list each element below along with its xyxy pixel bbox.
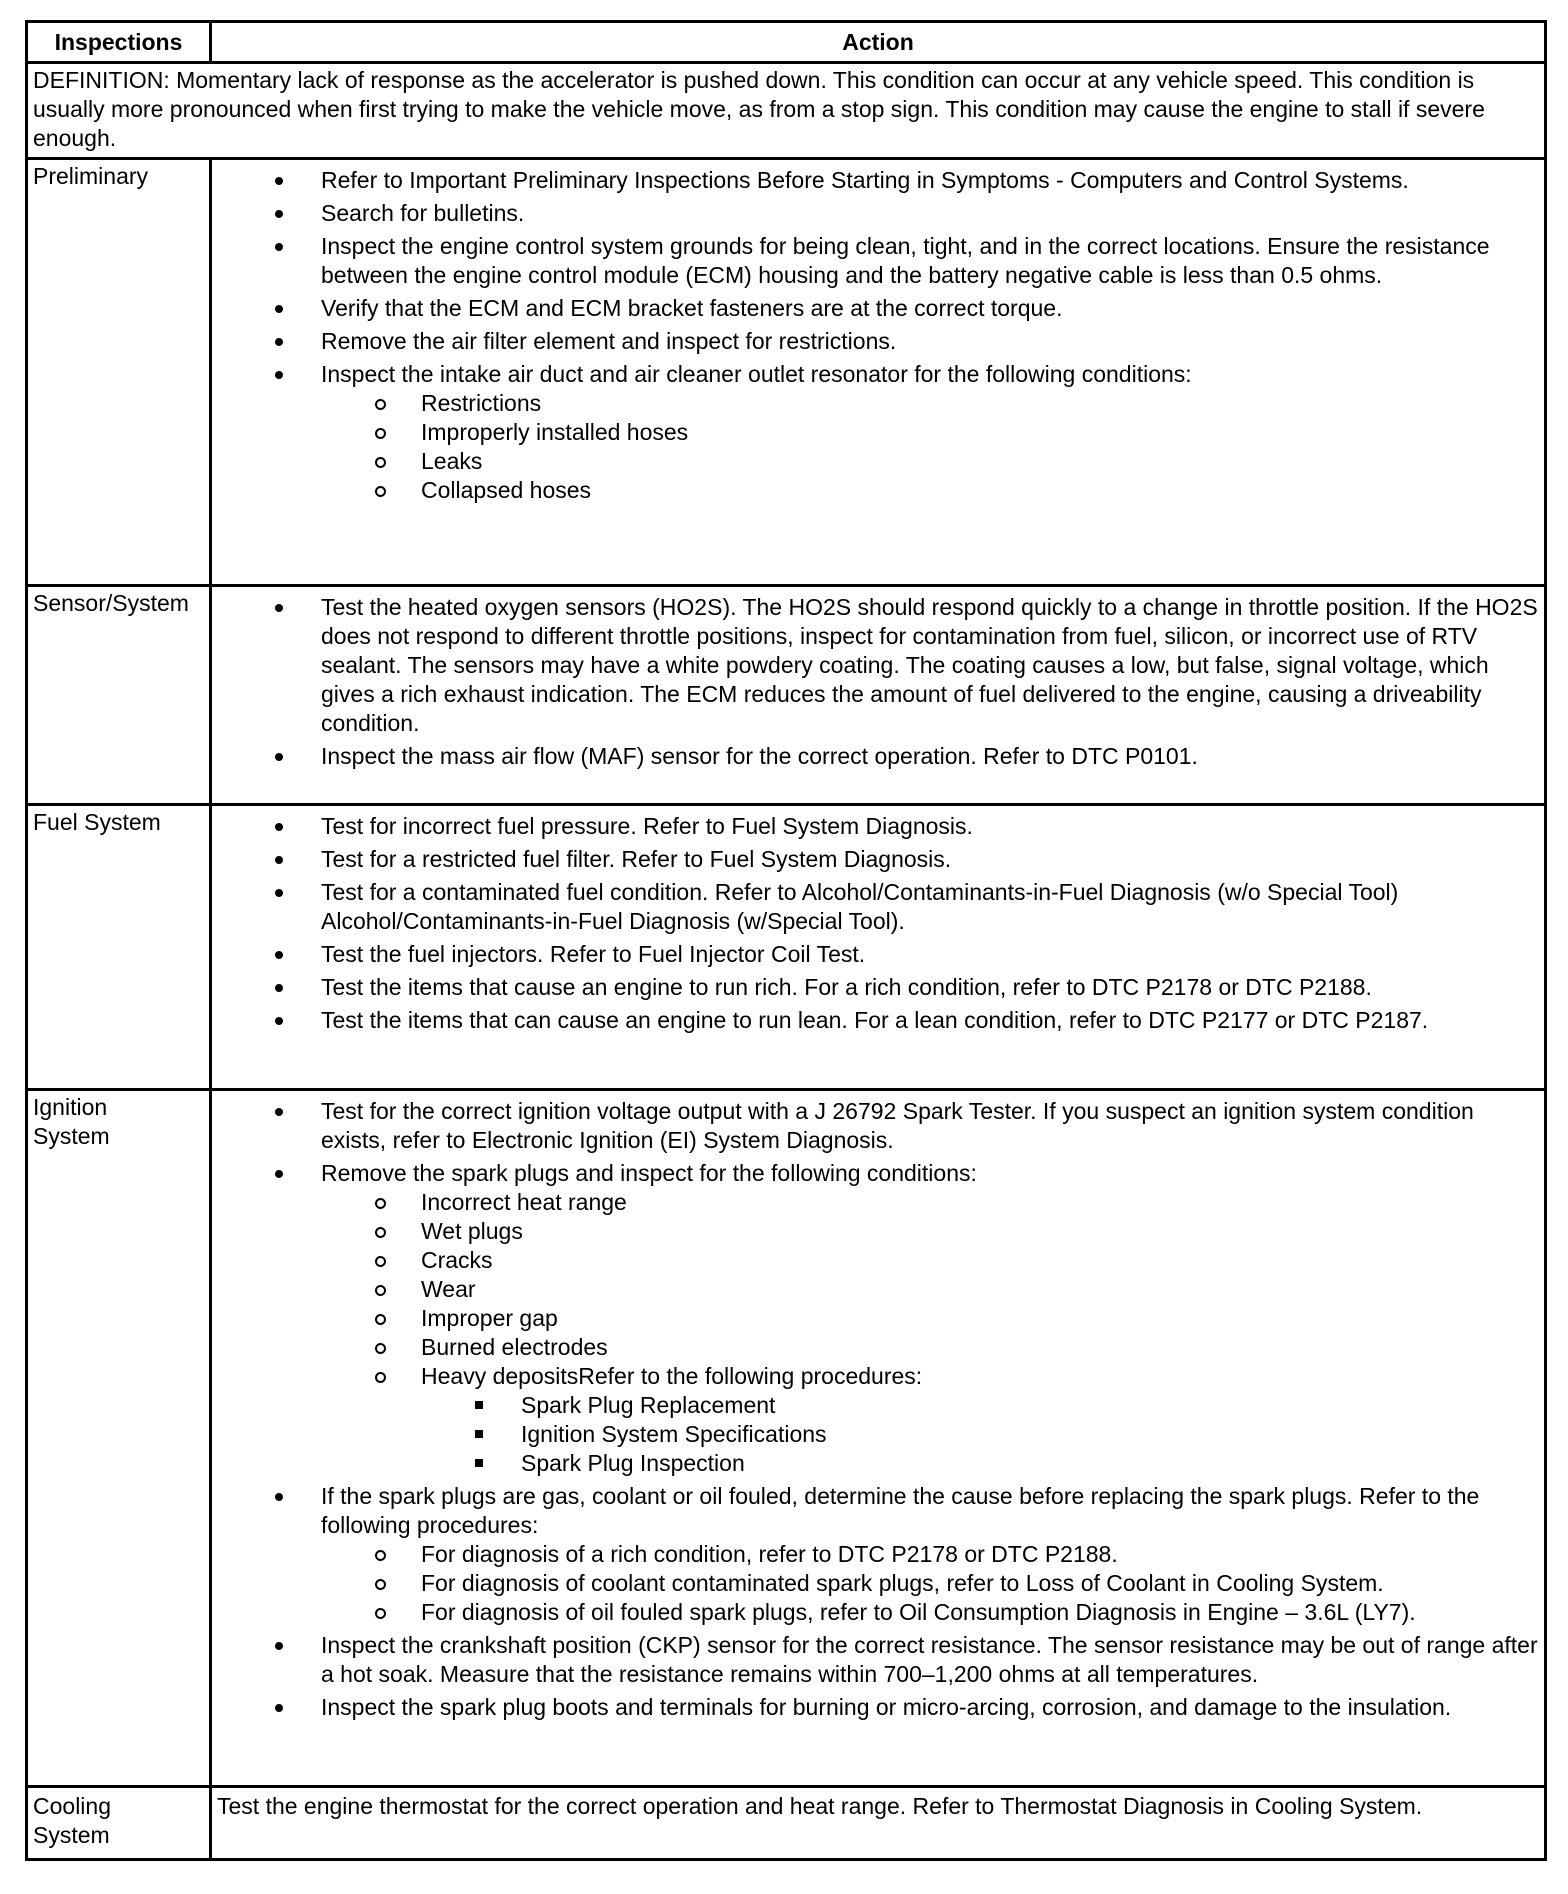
list-item xyxy=(321,360,1539,505)
sub-list-item: Incorrect heat range xyxy=(421,1188,1539,1217)
definition-row xyxy=(27,63,1546,159)
list-item: Refer to Important Preliminary Inspections Before Starting in Symptoms - Computers and Control Systems. xyxy=(321,166,1539,195)
list-item-text: If the spark plugs are gas, coolant or oil fouled, determine the cause before replacing the spark plugs. Refer to the following procedures: xyxy=(321,1483,1480,1538)
sub-list-item: Cracks xyxy=(421,1246,1539,1275)
list-item-text: Remove the spark plugs and inspect for the following conditions: xyxy=(321,1160,977,1186)
table-row-preliminary xyxy=(27,159,1546,586)
definition-text: DEFINITION: Momentary lack of response as the accelerator is pushed down. This condition can occur at any vehicle speed. This condition is usually more pronounced when first trying to make the vehicle move, as from a stop sign. This condition may cause the engine to stall if severe enough. xyxy=(27,63,1546,159)
list-item: Test the items that cause an engine to run rich. For a rich condition, refer to DTC P2178 or DTC P2188. xyxy=(321,973,1539,1002)
action-cell-sensor-system xyxy=(211,586,1546,805)
label-line: Cooling xyxy=(33,1793,111,1819)
list-item: Inspect the mass air flow (MAF) sensor for the correct operation. Refer to DTC P0101. xyxy=(321,742,1539,771)
label-line: Ignition xyxy=(33,1094,108,1120)
header-row xyxy=(27,22,1546,63)
sensor-system-list xyxy=(217,593,1539,771)
sub-list-item: Improper gap xyxy=(421,1304,1539,1333)
list-item: Remove the air filter element and inspect for restrictions. xyxy=(321,327,1539,356)
action-cell-preliminary xyxy=(211,159,1546,586)
list-item: Test the fuel injectors. Refer to Fuel Injector Coil Test. xyxy=(321,940,1539,969)
inspection-label-preliminary: Preliminary xyxy=(27,159,211,586)
table-row-cooling-system xyxy=(27,1787,1546,1860)
inspection-label-cooling-system xyxy=(27,1787,211,1860)
sub-list-item: Wear xyxy=(421,1275,1539,1304)
list-item: Test the heated oxygen sensors (HO2S). The HO2S should respond quickly to a change in throttle position. If the HO2S does not respond to different throttle positions, inspect for contamination from fuel, silicon, or incorrect use of RTV sealant. The sensors may have a white powdery coating. The coating causes a low, but false, signal voltage, which gives a rich exhaust indication. The ECM reduces the amount of fuel delivered to the engine, causing a driveability condition. xyxy=(321,594,1538,736)
list-item: Inspect the spark plug boots and terminals for burning or micro-arcing, corrosion, and damage to the insulation. xyxy=(321,1693,1539,1722)
sub-list-item: Restrictions xyxy=(421,389,1539,418)
list-item xyxy=(321,1482,1539,1627)
sub-list-item: Improperly installed hoses xyxy=(421,418,1539,447)
sub-sub-list-item: Spark Plug Inspection xyxy=(521,1449,1539,1478)
list-item: Search for bulletins. xyxy=(321,199,1539,228)
label-line: System xyxy=(33,1822,110,1848)
sub-list xyxy=(321,389,1539,505)
sub-sub-list-item: Ignition System Specifications xyxy=(521,1420,1539,1449)
list-item: Inspect the crankshaft position (CKP) sensor for the correct resistance. The sensor resistance may be out of range after a hot soak. Measure that the resistance remains within 700–1,200 ohms at all temperatures. xyxy=(321,1632,1538,1687)
sub-list-item: Wet plugs xyxy=(421,1217,1539,1246)
action-cell-fuel-system xyxy=(211,805,1546,1090)
sub-list-item: Leaks xyxy=(421,447,1539,476)
inspection-label-sensor-system: Sensor/System xyxy=(27,586,211,805)
list-item: Test for a contaminated fuel condition. Refer to Alcohol/Contaminants-in-Fuel Diagnosis (w/o Special Tool) Alcohol/Contaminants-in-Fuel Diagnosis (w/Special Tool). xyxy=(321,878,1539,936)
symptom-table xyxy=(25,20,1547,1861)
inspection-label-ignition-system xyxy=(27,1090,211,1787)
list-item: Test for a restricted fuel filter. Refer to Fuel System Diagnosis. xyxy=(321,845,1539,874)
sub-sub-list-item: Spark Plug Replacement xyxy=(521,1391,1539,1420)
fuel-system-list xyxy=(217,812,1539,1035)
table-row-fuel-system xyxy=(27,805,1546,1090)
sub-sub-list xyxy=(421,1391,1539,1478)
inspection-label-fuel-system: Fuel System xyxy=(27,805,211,1090)
sub-list-item: Burned electrodes xyxy=(421,1333,1539,1362)
list-item: Test the items that can cause an engine to run lean. For a lean condition, refer to DTC P2177 or DTC P2187. xyxy=(321,1006,1539,1035)
sub-list xyxy=(321,1188,1539,1478)
sub-list-item-text: Heavy depositsRefer to the following procedures: xyxy=(421,1363,923,1389)
sub-list xyxy=(321,1540,1539,1627)
list-item: Test for incorrect fuel pressure. Refer to Fuel System Diagnosis. xyxy=(321,812,1539,841)
sub-list-item: Collapsed hoses xyxy=(421,476,1539,505)
sub-list-item xyxy=(421,1362,1539,1478)
list-item xyxy=(321,1159,1539,1478)
table-row-ignition-system xyxy=(27,1090,1546,1787)
action-cell-ignition-system xyxy=(211,1090,1546,1787)
list-item: Inspect the engine control system grounds for being clean, tight, and in the correct locations. Ensure the resistance between the engine control module (ECM) housing and the battery negative cable is less than 0.5 ohms. xyxy=(321,232,1539,290)
sub-list-item: For diagnosis of oil fouled spark plugs, refer to Oil Consumption Diagnosis in Engine – 3.6L (LY7). xyxy=(421,1598,1539,1627)
sub-list-item: For diagnosis of a rich condition, refer to DTC P2178 or DTC P2188. xyxy=(421,1540,1539,1569)
sub-list-item: For diagnosis of coolant contaminated spark plugs, refer to Loss of Coolant in Cooling System. xyxy=(421,1569,1539,1598)
list-item-text: Inspect the intake air duct and air cleaner outlet resonator for the following conditions: xyxy=(321,361,1192,387)
label-line: System xyxy=(33,1123,110,1149)
ignition-system-list xyxy=(217,1097,1539,1722)
list-item: Test for the correct ignition voltage output with a J 26792 Spark Tester. If you suspect an ignition system condition exists, refer to Electronic Ignition (EI) System Diagnosis. xyxy=(321,1097,1539,1155)
header-action: Action xyxy=(211,22,1546,63)
header-inspections: Inspections xyxy=(27,22,211,63)
table-row-sensor-system xyxy=(27,586,1546,805)
action-cell-cooling-system: Test the engine thermostat for the correct operation and heat range. Refer to Thermostat Diagnosis in Cooling System. xyxy=(211,1787,1546,1860)
list-item: Verify that the ECM and ECM bracket fasteners are at the correct torque. xyxy=(321,294,1539,323)
preliminary-list xyxy=(217,166,1539,505)
